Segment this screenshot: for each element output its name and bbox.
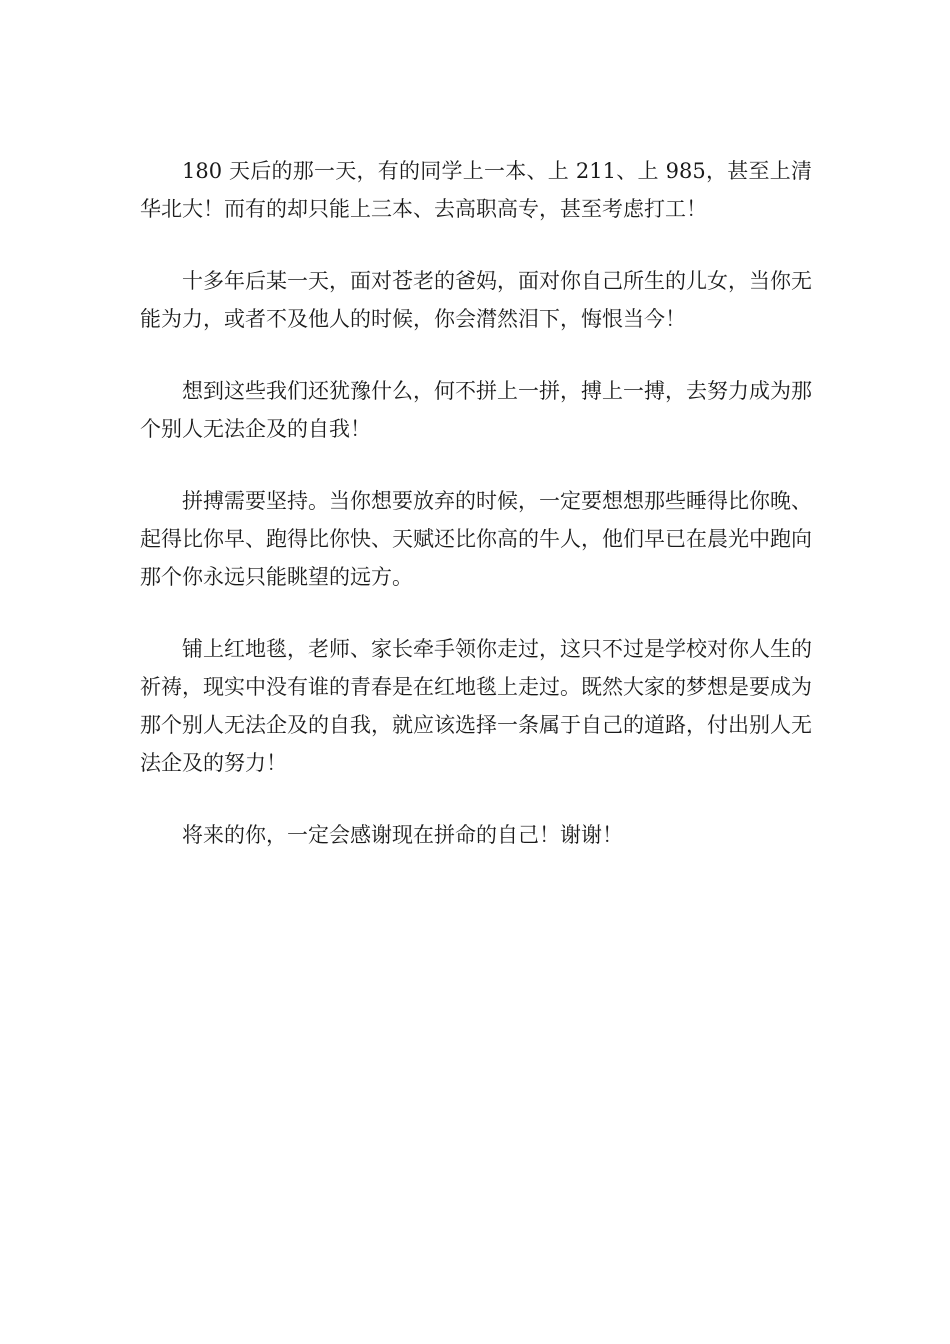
paragraph: 十多年后某一天，面对苍老的爸妈，面对你自己所生的儿女，当你无能为力，或者不及他人的时候，你会潸然泪下，悔恨当今！: [140, 269, 812, 331]
document-body: [140, 152, 812, 888]
paragraph: 180 天后的那一天，有的同学上一本、上 211、上 985，甚至上清华北大！而有的却只能上三本、去高职高专，甚至考虑打工！: [140, 159, 812, 221]
paragraph: 铺上红地毯，老师、家长牵手领你走过，这只不过是学校对你人生的祈祷，现实中没有谁的青春是在红地毯上走过。既然大家的梦想是要成为那个别人无法企及的自我，就应该选择一条属于自己的道路，付出别人无法企及的努力！: [140, 637, 812, 775]
paragraph: 拼搏需要坚持。当你想要放弃的时候，一定要想想那些睡得比你晚、起得比你早、跑得比你快、天赋还比你高的牛人，他们早已在晨光中跑向那个你永远只能眺望的远方。: [140, 489, 812, 589]
paragraph: 想到这些我们还犹豫什么，何不拼上一拼，搏上一搏，去努力成为那个别人无法企及的自我！: [140, 379, 812, 441]
paragraph: 将来的你，一定会感谢现在拼命的自己！谢谢！: [182, 823, 623, 847]
